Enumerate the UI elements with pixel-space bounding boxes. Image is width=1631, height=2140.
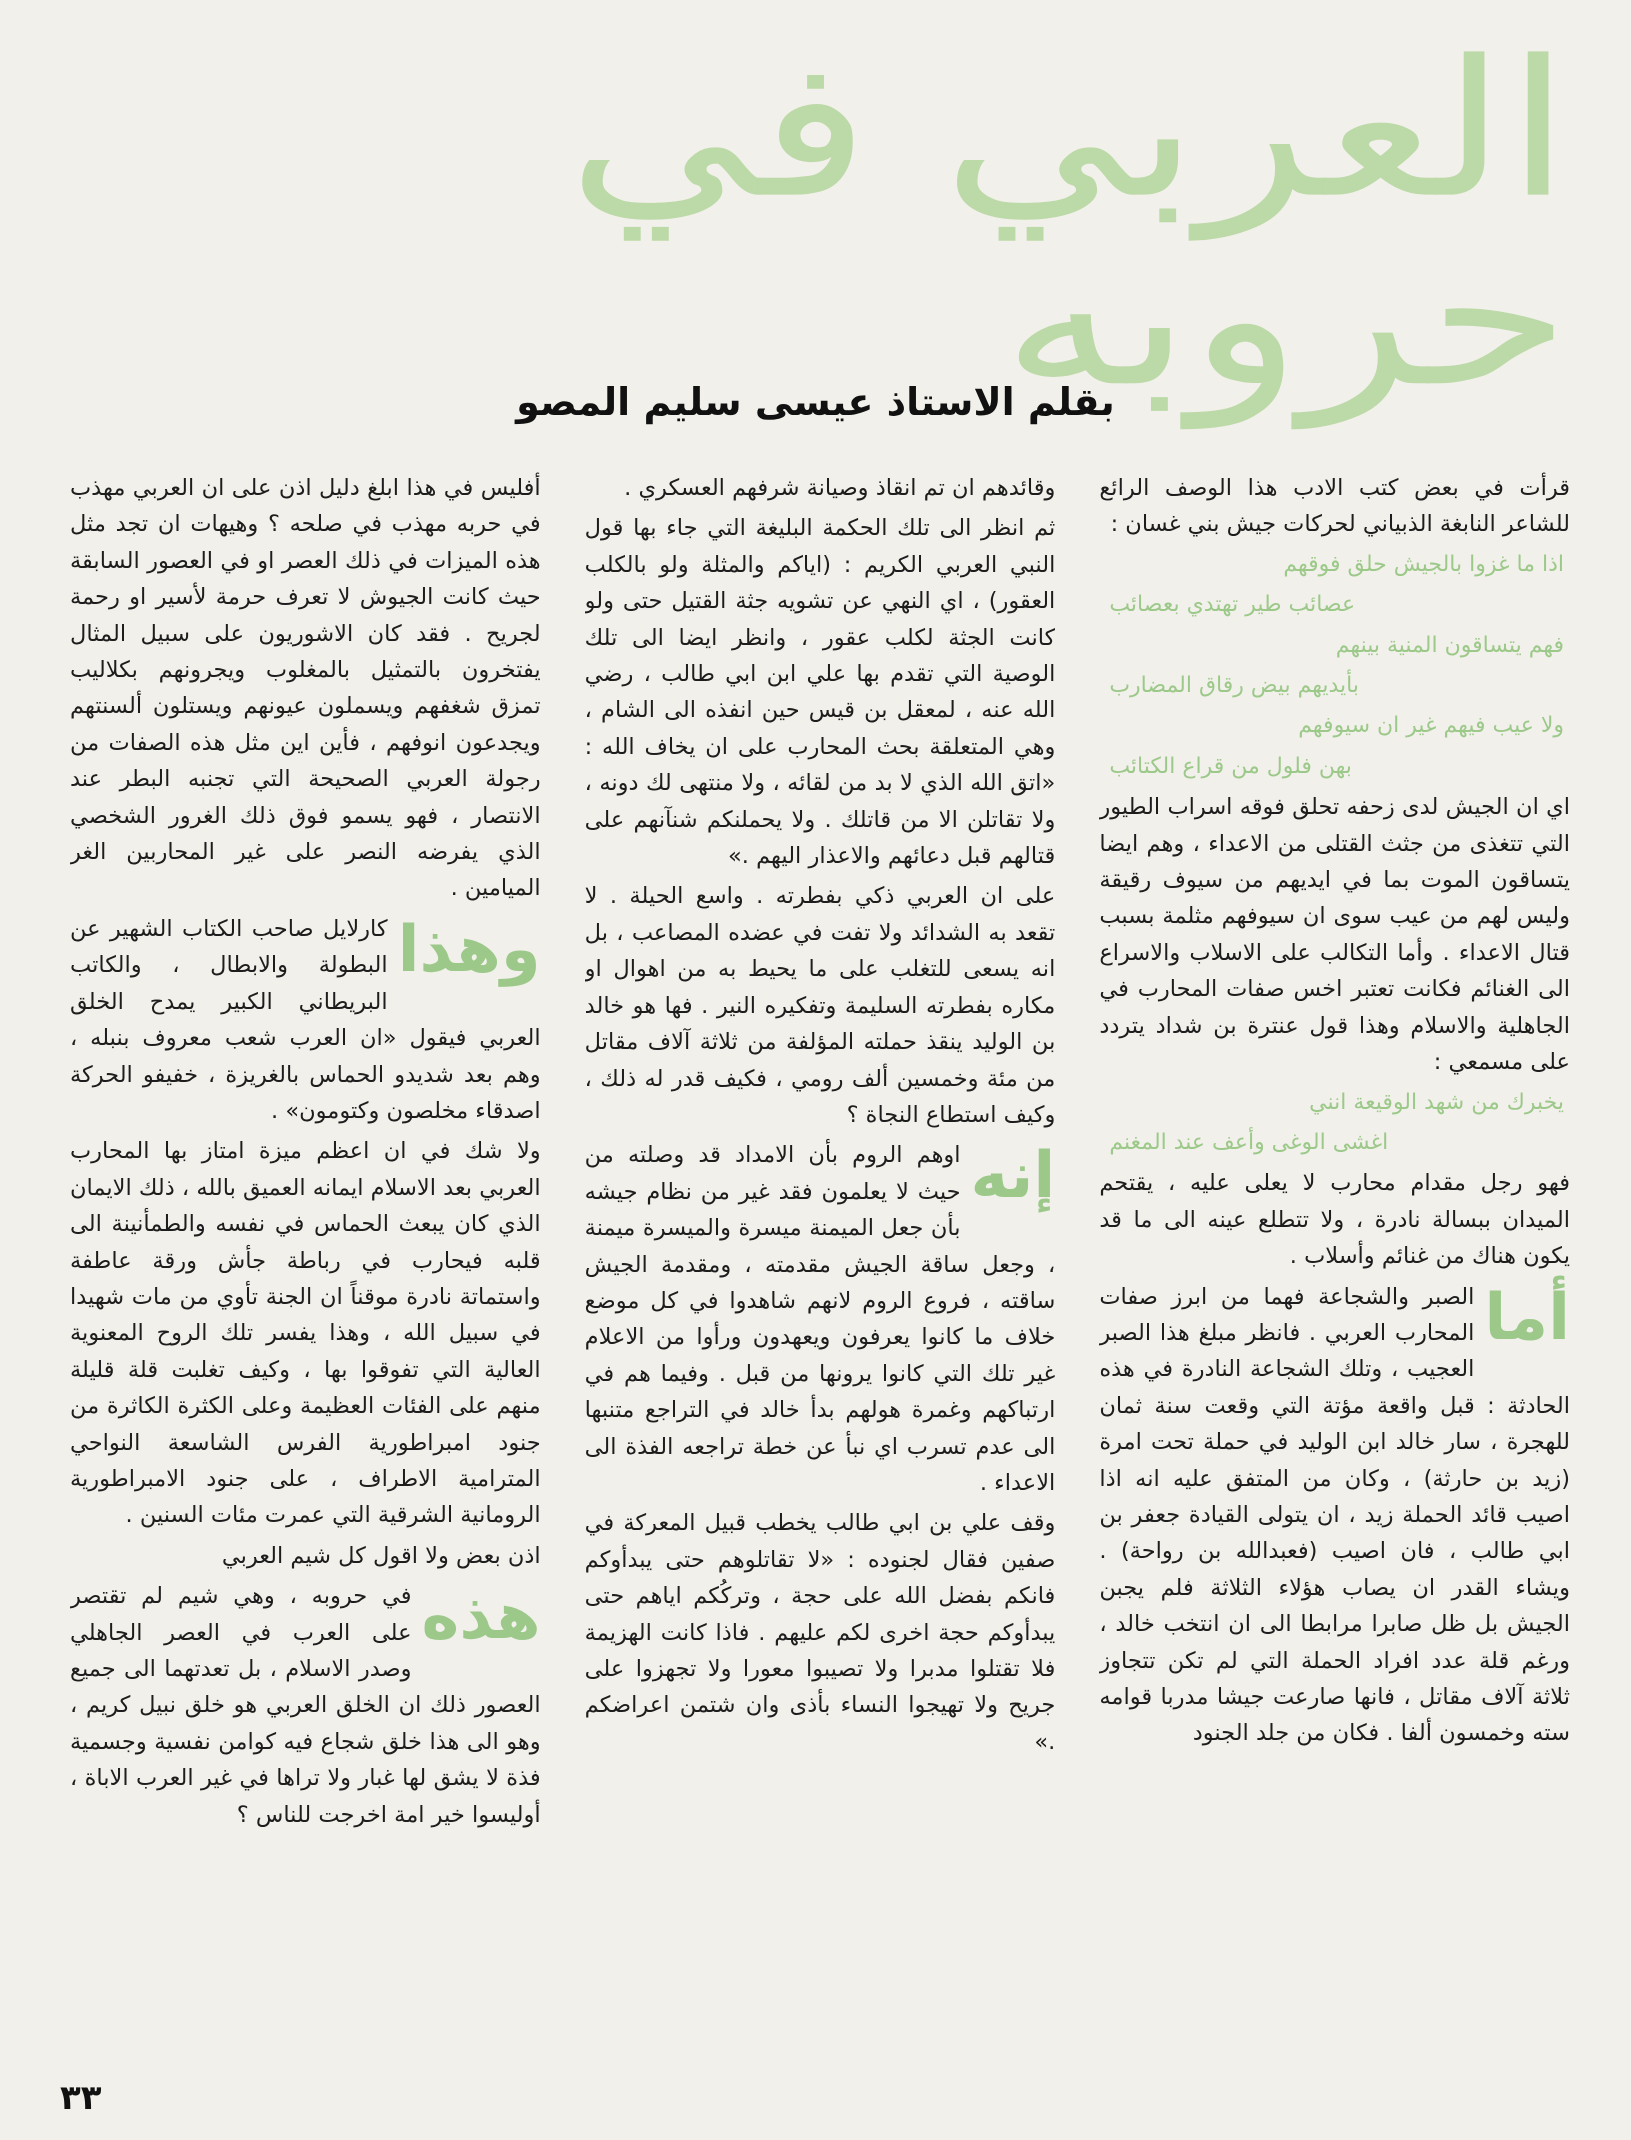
paragraph: اي ان الجيش لدى زحفه تحلق فوقه اسراب الطيور التي تتغذى من جثث القتلى من الاعداء ، وهم ايضا يتساقون الموت بما في ايديهم من سيوف رقيقة وليس لهم من عيب سوى ان سيوفهم مثلمة بسبب قتال الاعداء . وأما التكالب على الاسلاب والاسراع الى الغنائم فكانت تعتبر اخس صفات المحارب في الجاهلية والاسلام وهذا قول عنترة بن شداد يتردد على مسمعي : [1099,794,1570,1076]
column-middle [585,470,1056,2070]
poem-nabigha [1099,547,1570,785]
verse-line: يخبرك من شهد الوقيعة انني [1309,1089,1564,1115]
drop-word: هذه [421,1580,541,1655]
article-columns [70,470,1570,2070]
verse-line: ولا عيب فيهم غير ان سيوفهم [1298,713,1564,739]
column-right [1099,470,1570,2070]
paragraph: أما الصبر والشجاعة فهما من ابرز صفات المحارب العربي . فانظر مبلغ هذا الصبر العجيب ، وتلك الشجاعة النادرة في هذه الحادثة : قبل واقعة مؤتة التي وقعت سنة ثمان للهجرة ، سار خالد ابن الوليد في حملة تحت امرة (زيد بن حارثة) ، وكان من المتفق عليه انه اذا اصيب قائد الحملة زيد ، ان يتولى القيادة جعفر بن ابي طالب ، فان اصيب (فعبدالله بن رواحة) . ويشاء القدر ان يصاب هؤلاء الثلاثة فلم يجبن الجيش بل ظل صابرا مرابطا الى ان انتخب خالد ، ورغم قلة عدد افراد الحملة التي لم تكن تتجاوز ثلاثة آلاف مقاتل ، فانها صارعت جيشا مدربا قوامه سته وخمسون ألفا . فكان من جلد الجنود [1099,1280,1570,1747]
article-title: العربي في حروبه [567,20,1570,429]
paragraph: فهو رجل مقدام محارب لا يعلى عليه ، يقتحم الميدان ببسالة نادرة ، ولا تتطلع عينه الى ما قد يكون هناك من غنائم وأسلاب . [1099,1170,1570,1270]
author-byline: بقلم الاستاذ عيسى سليم المصو [516,380,1115,424]
paragraph: هذه في حروبه ، وهي شيم لم تقتصر على العرب في العصر الجاهلي وصدر الاسلام ، بل تعدتهما الى جميع العصور ذلك ان الخلق العربي هو خلق نبيل كريم ، وهو الى هذا خلق شجاع فيه كوامن نفسية وجسمية فذة لا يشق لها غبار ولا تراها في غير العرب الاباة ، أوليسوا خير امة اخرجت للناس ؟ [69,1580,541,1828]
poem-antara [1099,1085,1570,1162]
verse-line: فهم يتساقون المنية بينهم [1335,632,1564,658]
verse-line: عصائب طير تهتدي بعصائب [1109,592,1356,618]
verse-line: بهن فلول من قراع الكتائب [1109,753,1352,779]
paragraph: وقائدهم ان تم انقاذ وصيانة شرفهم العسكري . [624,475,1056,501]
paragraph: وهذا كارلايل صاحب الكتاب الشهير عن البطولة والابطال ، والكاتب البريطاني الكبير يمدح الخلق العربي فيقول «ان العرب شعب معروف بنبله ، وهم بعد شديدو الحماس بالغريزة ، خفيفو الحركة اصدقاء مخلصون وكتومون» . [69,912,541,1124]
paragraph: ثم انظر الى تلك الحكمة البليغة التي جاء بها قول النبي العربي الكريم : (اياكم والمثلة ولو بالكلب العقور) ، اي النهي عن تشويه جثة القتيل حتى ولو كانت الجثة لكلب عقور ، وانظر ايضا الى تلك الوصية التي تقدم بها علي ابن ابي طالب ، رضي الله عنه ، لمعقل بن قيس حين انفذه الى الشام ، وهي المتعلقة بحث المحارب على ان يخاف الله : «اتق الله الذي لا بد من لقائه ، ولا منتهى لك دونه ، ولا تقاتلن الا من قاتلك . ولا يحملنكم شنآنهم على قتالهم قبل دعائهم والاعذار اليهم .» [584,515,1056,870]
column-left [70,470,541,2070]
verse-line: اغشى الوغى وأعف عند المغنم [1109,1129,1389,1155]
drop-word: أما [1484,1280,1570,1355]
drop-word: وهذا [397,912,541,987]
paragraph: أفليس في هذا ابلغ دليل اذن على ان العربي مهذب في حربه مهذب في صلحه ؟ وهيهات ان تجد مثل هذه الميزات في ذلك العصر او في العصور السابقة حيث كانت الجيوش لا تعرف حرمة لأسير او رحمة لجريح . فقد كان الاشوريون على سبيل المثال يفتخرون بالتمثيل بالمغلوب ويجرونهم بكلاليب تمزق شغفهم ويسملون عيونهم ويستلون ألسنتهم ويجدعون انوفهم ، فأين اين مثل هذه الصفات من رجولة العربي الصحيحة التي تجنبه البطر عند الانتصار ، فهو يسمو فوق ذلك الغرور الشخصي الذي يفرضه النصر على غير المحاربين الغر الميامين . [69,475,541,902]
paragraph: اذن بعض ولا اقول كل شيم العربي [221,1542,541,1569]
drop-word: إنه [970,1139,1056,1214]
verse-line: اذا ما غزوا بالجيش حلق فوقهم [1283,551,1564,577]
paragraph: قرأت في بعض كتب الادب هذا الوصف الرائع للشاعر النابغة الذبياني لحركات جيش بني غسان : [1099,475,1570,538]
verse-line: بأيديهم بيض رقاق المضارب [1109,673,1359,699]
paragraph: إنه اوهم الروم بأن الامداد قد وصلته من حيث لا يعلمون فقد غير من نظام جيشه بأن جعل الميمنة ميسرة والميسرة ميمنة ، وجعل ساقة الجيش مقدمته ، ومقدمة الجيش ساقته ، فروع الروم لانهم شاهدوا في كل موضع خلاف ما كانوا يعرفون ويعهدون ورأوا من الاعلام غير تلك التي كانوا يرونها من قبل . وفيما هم في ارتباكهم وغمرة هولهم بدأ خالد في التراجع متنبها الى عدم تسرب اي نبأ عن خطة تراجعه الفذة الى الاعداء . [584,1139,1056,1496]
page-number: ٣٣ [60,2078,102,2118]
paragraph: وقف علي بن ابي طالب يخطب قبيل المعركة في صفين فقال لجنوده : «لا تقاتلوهم حتى يبدأوكم فانكم بفضل الله على حجة ، وتركُكم اياهم حتى يبدأوكم حجة اخرى لكم عليهم . فاذا كانت الهزيمة فلا تقتلوا مدبرا ولا تصيبوا معورا ولا تجهزوا على جريح ولا تهيجوا النساء بأذى وان شتمن اعراضكم .» [584,1510,1056,1755]
paragraph: على ان العربي ذكي بفطرته . واسع الحيلة . لا تقعد به الشدائد ولا تفت في عضده المصاعب ، بل انه يسعى للتغلب على ما يحيط به من اهوال او مكاره بفطرته السليمة وتفكيره النير . فها هو خالد بن الوليد ينقذ حملته المؤلفة من ثلاثة آلاف مقاتل من مئة وخمسين ألف رومي ، فكيف قدر له ذلك ، وكيف استطاع النجاة ؟ [584,883,1056,1128]
paragraph: ولا شك في ان اعظم ميزة امتاز بها المحارب العربي بعد الاسلام ايمانه العميق بالله ، ذلك الايمان الذي كان يبعث الحماس في نفسه والطمأنينة الى قلبه فيحارب في رباطة جأش ورقة عاطفة واستماتة نادرة موقناً ان الجنة تأوي من مات شهيدا في سبيل الله ، وهذا يفسر تلك الروح المعنوية العالية التي تفوقوا بها ، وكيف تغلبت قلة قليلة منهم على الفئات العظيمة وعلى الكثرة الكاثرة من جنود امبراطورية الفرس الشاسعة النواحي المترامية الاطراف ، على جنود الامبراطورية الرومانية الشرقية التي عمرت مئات السنين . [69,1138,541,1529]
